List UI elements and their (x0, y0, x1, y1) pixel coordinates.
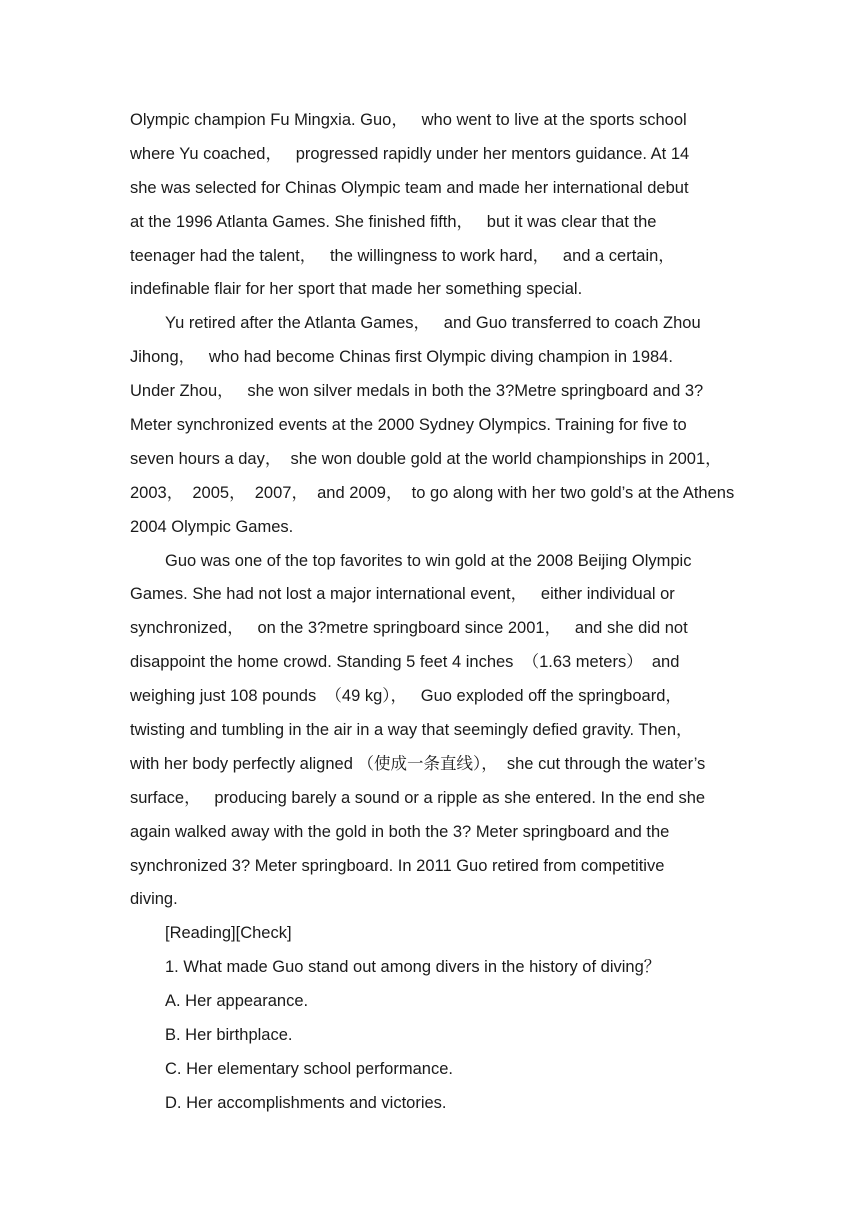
text-line: Games. She had not lost a major international event， either individual or (130, 585, 675, 604)
text-line: synchronized， on the 3?metre springboard since 2001， and she did not (130, 619, 688, 638)
text-line: Jihong， who had become Chinas first Olympic diving champion in 1984. (130, 348, 673, 367)
text-line: synchronized 3? Meter springboard. In 2011 Guo retired from competitive (130, 856, 665, 875)
text-line: B. Her birthplace. (165, 1026, 293, 1045)
text-line: D. Her accomplishments and victories. (165, 1093, 447, 1112)
text-line: 2003， 2005， 2007， and 2009， to go along with her two gold’s at the Athens (130, 483, 735, 502)
text-line: [Reading][Check] (165, 924, 292, 943)
text-line: at the 1996 Atlanta Games. She finished fifth， but it was clear that the (130, 212, 657, 231)
text-line: C. Her elementary school performance. (165, 1059, 453, 1078)
text-line: Under Zhou， she won silver medals in both the 3?Metre springboard and 3? (130, 382, 704, 401)
text-line: with her body perfectly aligned （使成一条直线）， she cut through the water’s (130, 754, 706, 773)
text-line: Guo was one of the top favorites to win gold at the 2008 Beijing Olympic (165, 551, 692, 570)
text-line: indefinable flair for her sport that made her something special. (130, 280, 583, 299)
text-line: seven hours a day， she won double gold at the world championships in 2001， (130, 449, 722, 468)
text-line: Meter synchronized events at the 2000 Sydney Olympics. Training for five to (130, 416, 687, 435)
text-line: where Yu coached， progressed rapidly under her mentors guidance. At 14 (130, 144, 690, 163)
text-line: twisting and tumbling in the air in a way that seemingly defied gravity. Then， (130, 721, 693, 740)
text-line: surface， producing barely a sound or a ripple as she entered. In the end she (130, 788, 706, 807)
text-line: weighing just 108 pounds （49 kg）， Guo exploded off the springboard， (130, 687, 682, 706)
text-line: teenager had the talent， the willingness to work hard， and a certain， (130, 246, 675, 265)
text-line: 2004 Olympic Games. (130, 517, 294, 536)
text-line: diving. (130, 890, 178, 909)
text-line: Yu retired after the Atlanta Games， and Guo transferred to coach Zhou (165, 314, 701, 333)
text-line: Olympic champion Fu Mingxia. Guo， who went to live at the sports school (130, 111, 687, 129)
text-line: again walked away with the gold in both the 3? Meter springboard and the (130, 822, 670, 841)
text-line: disappoint the home crowd. Standing 5 feet 4 inches （1.63 meters） and (130, 653, 680, 672)
text-line: she was selected for Chinas Olympic team and made her international debut (130, 178, 689, 197)
text-line: 1. What made Guo stand out among divers in the history of diving？ (165, 958, 661, 977)
document-body (130, 104, 735, 1121)
text-line: A. Her appearance. (165, 992, 309, 1011)
